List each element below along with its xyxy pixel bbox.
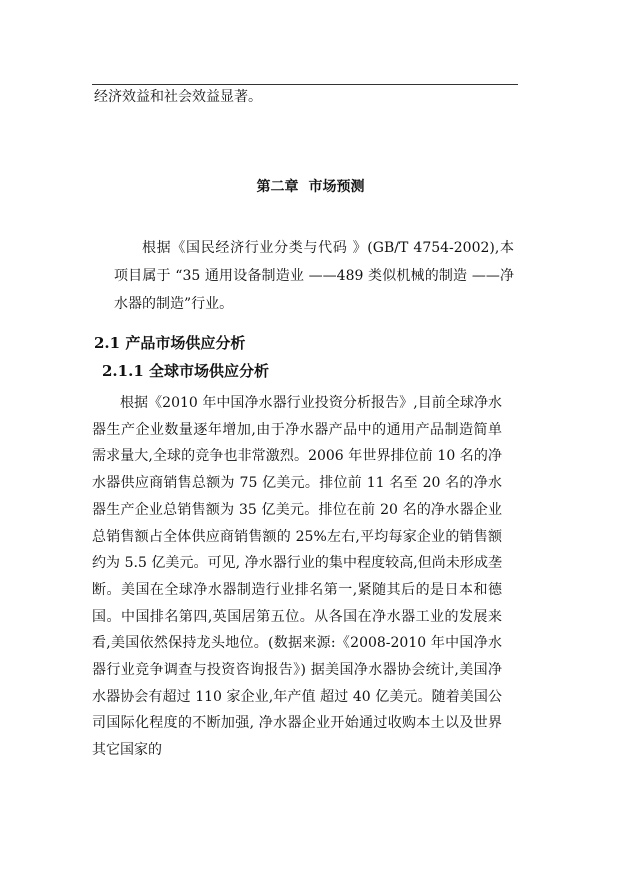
chapter-number: 第二章 xyxy=(256,179,299,195)
chapter-title: 市场预测 xyxy=(308,179,365,195)
intro-paragraph: 根据《国民经济行业分类与代码 》(GB/T 4754-2002),本项目属于 “35 通用设备制造业 ——489 类似机械的制造 ——净水器的制造”行业。 xyxy=(114,240,514,312)
chapter-heading xyxy=(0,178,621,196)
carryover-text-line: 经济效益和社会效益显著。 xyxy=(94,89,262,105)
section-heading: 2.1 产品市场供应分析 xyxy=(94,334,246,352)
body-paragraph: 根据《2010 年中国净水器行业投资分析报告》,目前全球净水器生产企业数量逐年增加,由于净水器产品中的通用产品制造简单需求量大,全球的竞争也非常激烈。2006 年世界排位前 10 名的净水器供应商销售总额为 75 亿美元。排位前 11 名至 20 名的净水器生产企业总销售额为 35 亿美元。排位在前 20 名的净水器企业总销售额占全体供应商销售额的 25%左右,平均每家企业的销售额约为 5.5 亿美元。可见, 净水器行业的集中程度较高,但尚未形成垄断。美国在全球净水器制造行业排名第一,紧随其后的是日本和德国。中国排名第四,英国居第五位。从各国在净水器工业的发展来看,美国依然保持龙头地位。(数据来源:《2008-2010 年中国净水器行业竞争调查与投资咨询报告》) 据美国净水器协会统计,美国净水器协会有超过 110 家企业,年产值 超过 40 亿美元。随着美国公司国际化程度的不断加强, 净水器企业开始通过收购本土以及世界其它国家的 xyxy=(92,395,502,759)
header-rule-divider xyxy=(92,84,518,85)
subsection-heading: 2.1.1 全球市场供应分析 xyxy=(102,362,269,380)
